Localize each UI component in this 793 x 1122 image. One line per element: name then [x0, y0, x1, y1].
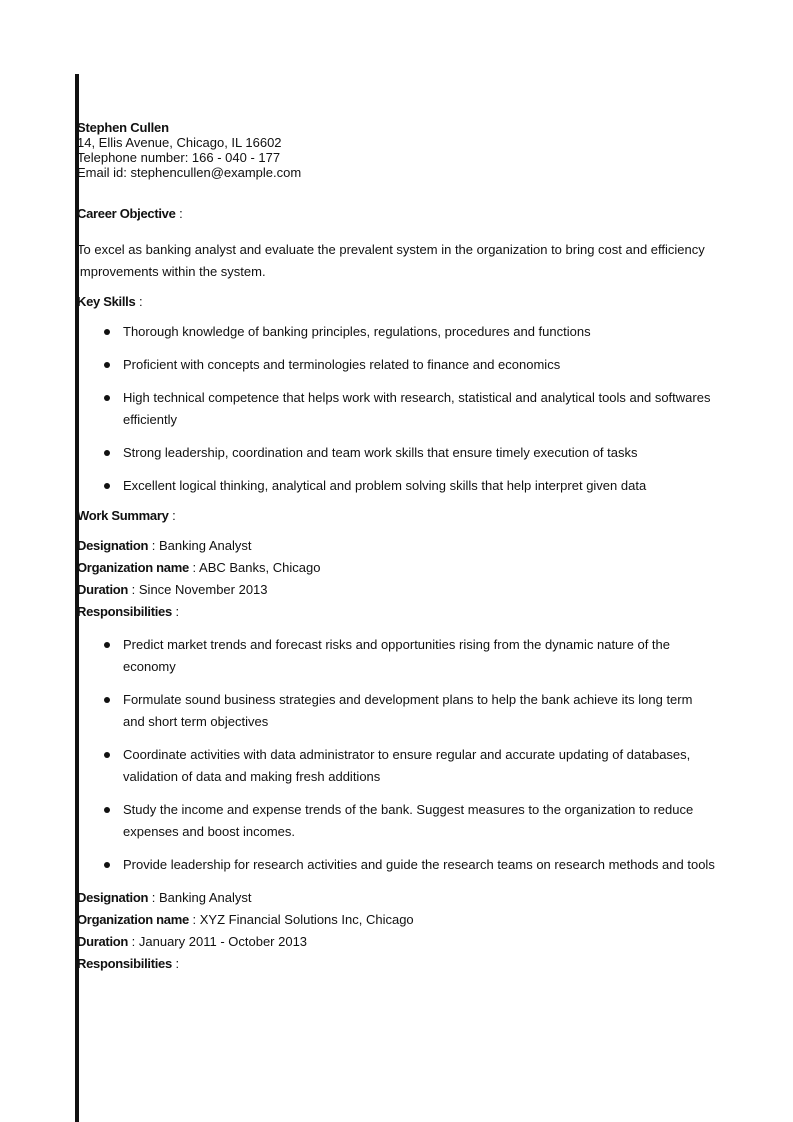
- job-duration: [77, 579, 717, 601]
- field-separator: :: [171, 604, 180, 619]
- bullet-icon: [104, 395, 110, 401]
- designation-value: Banking Analyst: [158, 890, 252, 905]
- career-objective-text: To excel as banking analyst and evaluate the prevalent system in the organization to bring cost and efficiency improvements within the system.: [77, 242, 705, 279]
- designation-label: Designation: [77, 890, 149, 905]
- work-summary-heading: Work Summary: [77, 508, 169, 523]
- candidate-address: 14, Ellis Avenue, Chicago, IL 16602: [77, 135, 282, 150]
- skill-text: Proficient with concepts and terminologies related to finance and economics: [123, 357, 561, 372]
- job-entry-2: [77, 887, 717, 975]
- field-separator: :: [188, 560, 200, 575]
- responsibility-text: Study the income and expense trends of the bank. Suggest measures to the organization to reduce expenses and boost incomes.: [123, 802, 694, 839]
- field-separator: :: [148, 538, 159, 553]
- key-skills-suffix: :: [135, 294, 143, 309]
- career-objective-suffix: :: [175, 206, 183, 221]
- work-summary-suffix: :: [168, 508, 176, 523]
- skill-text: Excellent logical thinking, analytical and problem solving skills that help interpret given data: [123, 478, 647, 493]
- career-objective-heading: Career Objective: [77, 206, 176, 221]
- organization-label: Organization name: [77, 560, 189, 575]
- field-separator: :: [148, 890, 159, 905]
- field-separator: :: [188, 912, 200, 927]
- field-separator: :: [128, 934, 139, 949]
- list-item: [77, 799, 717, 843]
- job-designation: [77, 887, 717, 909]
- list-item: [77, 689, 717, 733]
- organization-value: XYZ Financial Solutions Inc, Chicago: [199, 912, 414, 927]
- duration-label: Duration: [77, 934, 129, 949]
- field-separator: :: [128, 582, 139, 597]
- candidate-email: Email id: stephencullen@example.com: [77, 165, 302, 180]
- list-item: [77, 634, 717, 678]
- list-item: [77, 744, 717, 788]
- responsibilities-list: [77, 634, 717, 876]
- bullet-icon: [104, 329, 110, 335]
- key-skills-heading: Key Skills: [77, 294, 136, 309]
- job-duration: [77, 931, 717, 953]
- duration-value: Since November 2013: [138, 582, 268, 597]
- key-skills-title: [77, 294, 717, 310]
- responsibility-text: Provide leadership for research activities and guide the research teams on research methods and tools: [123, 857, 715, 872]
- candidate-telephone: Telephone number: 166 - 040 - 177: [77, 150, 281, 165]
- bullet-icon: [104, 450, 110, 456]
- work-summary-title: [77, 508, 717, 524]
- bullet-icon: [104, 807, 110, 813]
- key-skills-list: [77, 321, 717, 497]
- job-designation: [77, 535, 717, 557]
- career-objective-title: [77, 206, 717, 222]
- list-item: [77, 854, 717, 876]
- candidate-name: Stephen Cullen: [77, 120, 169, 135]
- skill-text: High technical competence that helps work with research, statistical and analytical tools and softwares efficiently: [123, 390, 711, 427]
- responsibilities-label: Responsibilities: [77, 604, 172, 619]
- skill-text: Thorough knowledge of banking principles, regulations, procedures and functions: [123, 324, 591, 339]
- list-item: [77, 475, 717, 497]
- list-item: [77, 387, 717, 431]
- duration-value: January 2011 - October 2013: [138, 934, 308, 949]
- bullet-icon: [104, 697, 110, 703]
- skill-text: Strong leadership, coordination and team work skills that ensure timely execution of tasks: [123, 445, 638, 460]
- responsibility-text: Formulate sound business strategies and development plans to help the bank achieve its long term and short term objectives: [123, 692, 693, 729]
- field-separator: :: [171, 956, 180, 971]
- resume-page: [77, 120, 717, 975]
- bullet-icon: [104, 862, 110, 868]
- job-organization: [77, 909, 717, 931]
- responsibilities-label: Responsibilities: [77, 956, 172, 971]
- contact-block: [77, 120, 717, 180]
- job-responsibilities-title: [77, 953, 717, 975]
- duration-label: Duration: [77, 582, 129, 597]
- responsibility-text: Coordinate activities with data administrator to ensure regular and accurate updating of databases, validation of data and making fresh additions: [123, 747, 691, 784]
- job-organization: [77, 557, 717, 579]
- job-responsibilities-title: [77, 601, 717, 623]
- organization-value: ABC Banks, Chicago: [199, 560, 321, 575]
- bullet-icon: [104, 483, 110, 489]
- job-entry-1: [77, 535, 717, 876]
- bullet-icon: [104, 752, 110, 758]
- designation-label: Designation: [77, 538, 149, 553]
- list-item: [77, 354, 717, 376]
- bullet-icon: [104, 362, 110, 368]
- list-item: [77, 321, 717, 343]
- organization-label: Organization name: [77, 912, 189, 927]
- designation-value: Banking Analyst: [158, 538, 252, 553]
- bullet-icon: [104, 642, 110, 648]
- list-item: [77, 442, 717, 464]
- responsibility-text: Predict market trends and forecast risks and opportunities rising from the dynamic nature of the economy: [123, 637, 670, 674]
